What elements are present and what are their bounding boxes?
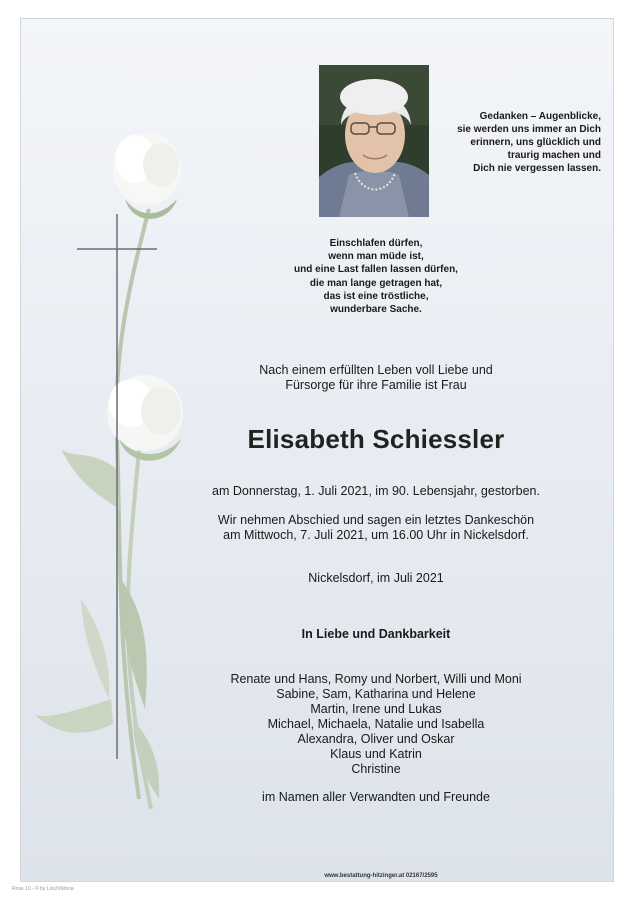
deceased-name: Elisabeth Schiessler bbox=[247, 424, 505, 454]
dedication: In Liebe und Dankbarkeit bbox=[301, 627, 451, 641]
farewell-text: Wir nehmen Abschied und sagen ein letztes Dankeschön am Mittwoch, 7. Juli 2021, um 16.00 Uhr in Nickelsdorf. bbox=[217, 513, 535, 542]
intro-text: Nach einem erfüllten Leben voll Liebe und Fürsorge für ihre Familie ist Frau bbox=[259, 363, 493, 392]
copyright-note: Rose 10 - © by Liss/Viktoria bbox=[12, 886, 74, 892]
place-date: Nickelsdorf, im Juli 2021 bbox=[308, 571, 444, 585]
quote-center: Einschlafen dürfen, wenn man müde ist, und eine Last fallen lassen dürfen, die man lange getragen hat, das ist eine tröstliche, wunderbare Sache. bbox=[294, 238, 458, 316]
death-line: am Donnerstag, 1. Juli 2021, im 90. Lebensjahr, gestorben. bbox=[212, 484, 540, 498]
parte-card bbox=[20, 18, 614, 882]
funeral-home-footer: www.bestattung-hitzinger.at 02167/2595 bbox=[324, 873, 438, 879]
quote-right: Gedanken – Augenblicke, sie werden uns immer an Dich erinnern, uns glücklich und traurig machen und Dich nie vergessen lassen. bbox=[457, 111, 601, 174]
mourners-list: Renate und Hans, Romy und Norbert, Willi und Moni Sabine, Sam, Katharina und Helene Martin, Irene und Lukas Michael, Michaela, Natalie und Isabella Alexandra, Oliver und Oskar Klaus und Katrin Christine bbox=[230, 672, 522, 776]
portrait-photo bbox=[319, 65, 429, 217]
closing-line: im Namen aller Verwandten und Freunde bbox=[262, 790, 490, 804]
